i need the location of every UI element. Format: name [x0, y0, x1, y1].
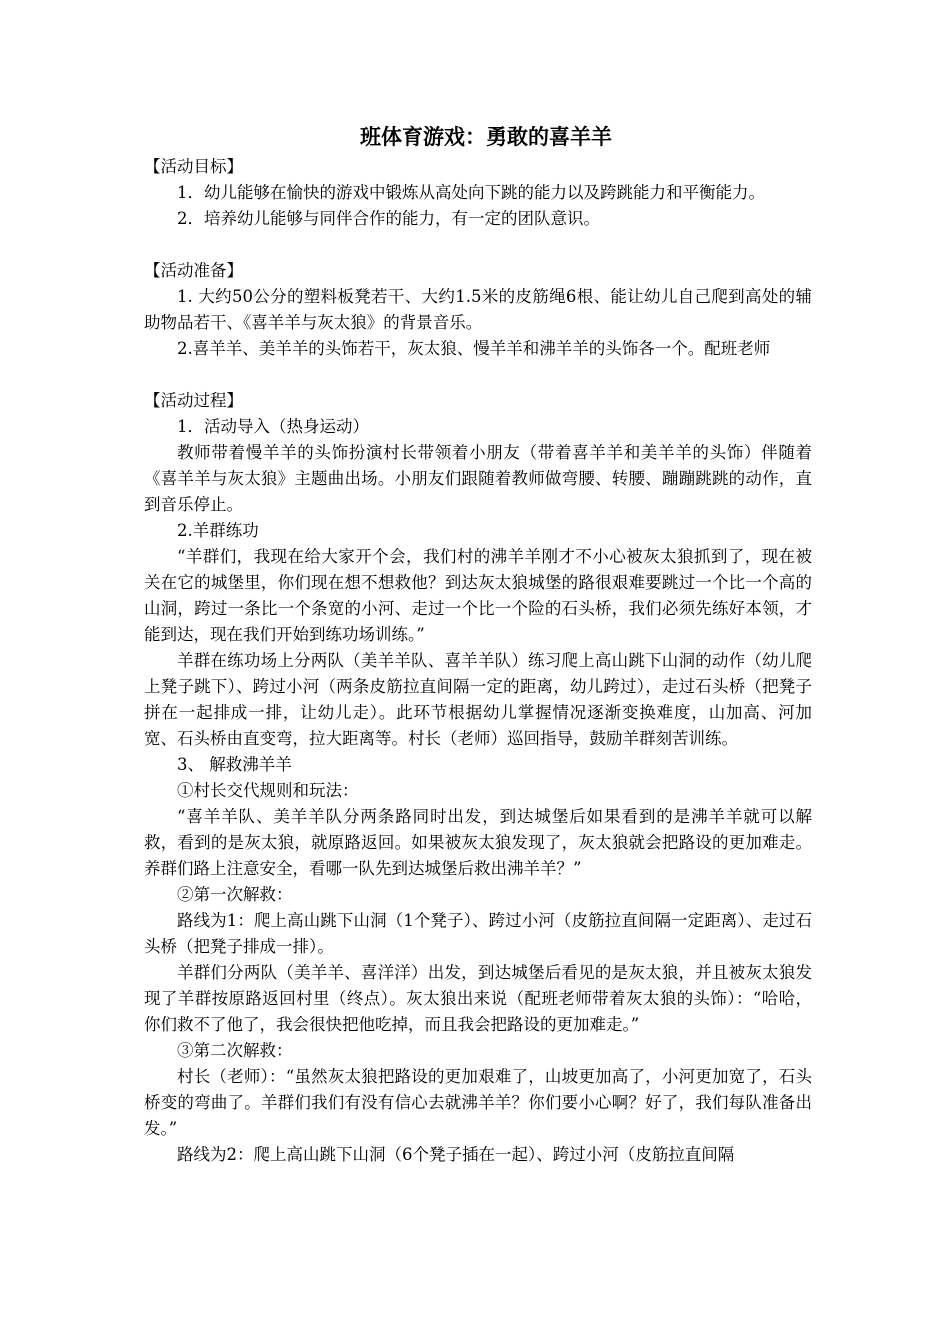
process-paragraph: “喜羊羊队、美羊羊队分两条路同时出发，到达城堡后如果看到的是沸羊羊就可以解救，看到的是灰太狼，就原路返回。如果被灰太狼发现了，灰太狼就会把路设的更加难走。养群们路上注意安全，看哪一队先到达城堡后救出沸羊羊？” — [144, 807, 812, 878]
prep-item-2: 2.喜羊羊、美羊羊的头饰若干，灰太狼、慢羊羊和沸羊羊的头饰各一个。配班老师 — [177, 339, 771, 358]
process-paragraph: ③第二次解救： — [177, 1041, 293, 1060]
process-step-3-heading: 3、 解救沸羊羊 — [177, 755, 292, 774]
blank-line — [144, 362, 812, 388]
process-step-2-heading: 2.羊群练功 — [177, 521, 259, 540]
section-heading-prep: 【活动准备】 — [144, 261, 243, 280]
prep-item-1: 1. 大约50公分的塑料板凳若干、大约1.5米的皮筋绳6根、能让幼儿自己爬到高处的辅助物品若干、《喜羊羊与灰太狼》的背景音乐。 — [144, 287, 812, 332]
process-paragraph: “羊群们，我现在给大家开个会，我们村的沸羊羊刚才不小心被灰太狼抓到了，现在被关在它的城堡里，你们现在想不想救他？到达灰太狼城堡的路很艰难要跳过一个比一个高的山洞，跨过一条比一个条宽的小河、走过一个比一个险的石头桥，我们必须先练好本领，才能到达，现在我们开始到练功场训练。” — [144, 547, 812, 644]
process-paragraph: 羊群们分两队（美羊羊、喜洋洋）出发，到达城堡后看见的是灰太狼，并且被灰太狼发现了羊群按原路返回村里（终点）。灰太狼出来说（配班老师带着灰太狼的头饰）：“哈哈，你们救不了他了，我会很快把他吃掉，而且我会把路设的更加难走。” — [144, 963, 812, 1034]
document-body — [144, 120, 812, 1168]
process-paragraph: 羊群在练功场上分两队（美羊羊队、喜羊羊队）练习爬上高山跳下山洞的动作（幼儿爬上凳子跳下）、跨过小河（两条皮筋拉直间隔一定的距离，幼儿跨过），走过石头桥（把凳子拼在一起排成一排，让幼儿走）。此环节根据幼儿掌握情况逐渐变换难度，山加高、河加宽、石头桥由直变弯，拉大距离等。村长（老师）巡回指导，鼓励羊群刻苦训练。 — [144, 651, 812, 748]
process-step-1-heading: 1．活动导入（热身运动） — [177, 417, 369, 436]
section-heading-goal: 【活动目标】 — [144, 157, 243, 176]
goal-item-1: 1．幼儿能够在愉快的游戏中锻炼从高处向下跳的能力以及跨跳能力和平衡能力。 — [177, 183, 765, 202]
process-paragraph: ②第一次解救： — [177, 885, 293, 904]
process-paragraph: 路线为2：爬上高山跳下山洞（6个凳子插在一起）、跨过小河（皮筋拉直间隔 — [177, 1145, 735, 1164]
process-paragraph: ①村长交代规则和玩法： — [177, 781, 359, 800]
process-paragraph: 路线为1：爬上高山跳下山洞（1个凳子）、跨过小河（皮筋拉直间隔一定距离）、走过石头桥（把凳子排成一排）。 — [144, 911, 812, 956]
section-heading-process: 【活动过程】 — [144, 391, 243, 410]
blank-line — [144, 232, 812, 258]
goal-item-2: 2．培养幼儿能够与同伴合作的能力，有一定的团队意识。 — [177, 209, 600, 228]
process-paragraph: 教师带着慢羊羊的头饰扮演村长带领着小朋友（带着喜羊羊和美羊羊的头饰）伴随着《喜羊羊与灰太狼》主题曲出场。小朋友们跟随着教师做弯腰、转腰、蹦蹦跳跳的动作，直到音乐停止。 — [144, 443, 812, 514]
page-title: 班体育游戏：勇敢的喜羊羊 — [360, 124, 612, 149]
process-paragraph: 村长（老师）：“虽然灰太狼把路设的更加艰难了，山坡更加高了，小河更加宽了，石头桥变的弯曲了。羊群们我们有没有信心去就沸羊羊？你们要小心啊？好了，我们每队准备出发。” — [144, 1067, 812, 1138]
